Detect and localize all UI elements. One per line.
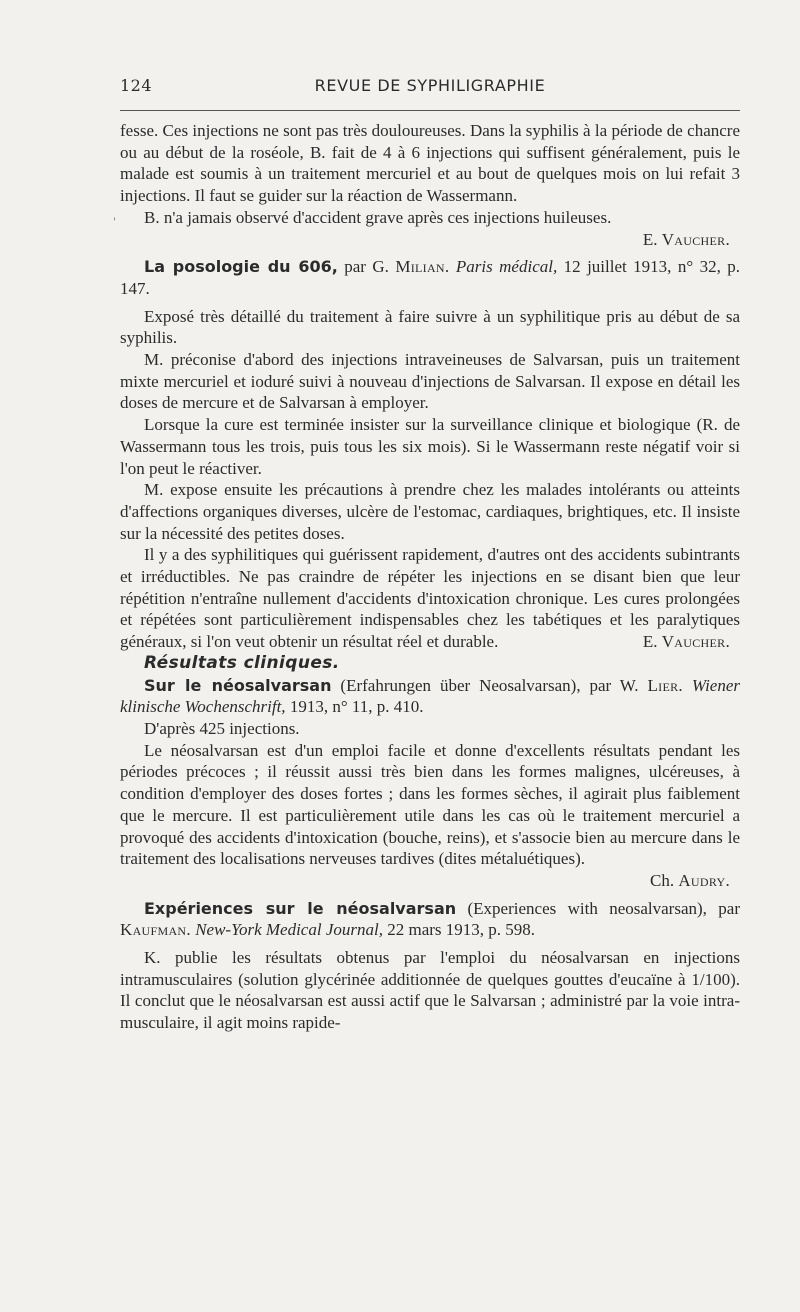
signature-initial: E. xyxy=(642,632,662,652)
article-title: Sur le néosalvarsan xyxy=(144,675,332,695)
paragraph: K. publie les résultats obtenus par l'emploi du néosalvarsan en injections intramusculaires (solution glycérinée additionnée de quelques gouttes d'eucaïne à 1/100). Il conclut que le néosalvarsan est aussi actif que le Salvarsan ; administré par la voie intra-musculaire, il agit moins rapide- xyxy=(120,948,740,1033)
article-reference xyxy=(120,675,740,718)
signature-initial: Ch. xyxy=(649,870,679,890)
paragraph: Lorsque la cure est terminée insister sur la surveillance clinique et biologique (R. de Wassermann tous les trois, puis tous les six mois). Si le Wassermann reste négatif voir si l'on peut le réactiver. xyxy=(120,415,740,478)
signature-name: Vaucher. xyxy=(661,632,730,652)
article-ref: 12 juillet 1913, n° 32, p. 147. xyxy=(120,257,741,298)
signature xyxy=(619,631,740,653)
article-author: Lier. xyxy=(647,675,683,695)
paragraph: B. n'a jamais observé d'accident grave après ces injections huileuses. xyxy=(144,207,612,227)
article-title: Expériences sur le néosalvarsan xyxy=(144,898,457,918)
article-author: Kaufman. xyxy=(120,920,191,940)
paragraph: Le néosalvarsan est d'un emploi facile et donne d'excellents résultats pendant les périodes précoces ; il réussit aussi très bien dans les formes malignes, ulcéreuses, à condition d'employer des doses fortes ; dans les formes sèches, il agirait plus faiblement que le mercure. Il est particulièrement utile dans les cas où le traitement mercuriel a provoqué des accidents d'intoxication (bouche, reins), et s'associe bien au mercure dans le traitement des localisations nerveuses tardives (dites métaluétiques). xyxy=(120,740,740,869)
paragraph: M. expose ensuite les précautions à prendre chez les malades intolérants ou atteints d'affections organiques diverses, ulcère de l'estomac, cardiaques, brightiques, etc. Il insiste sur la nécessité des petites doses. xyxy=(120,480,740,543)
article-reference xyxy=(120,898,740,941)
running-header xyxy=(120,76,740,100)
header-rule xyxy=(120,110,740,111)
article-subtitle: (Erfahrungen über Neosalvarsan), par W. xyxy=(331,675,648,695)
signature-name: Vaucher. xyxy=(661,229,730,249)
article-journal: Wiener klinische Wochenschrift, xyxy=(120,675,741,717)
article-subtitle: (Experiences with neosalvarsan), par xyxy=(456,898,740,918)
article-journal: New-York Medical Journal, xyxy=(190,920,383,940)
article-by: par G. xyxy=(337,257,396,277)
paragraph xyxy=(120,544,740,653)
running-title: REVUE DE SYPHILIGRAPHIE xyxy=(314,76,546,95)
article-journal: Paris médical, xyxy=(449,257,558,277)
article-reference xyxy=(120,256,740,299)
article-body xyxy=(120,120,740,1034)
signature xyxy=(120,229,740,251)
paragraph: fesse. Ces injections ne sont pas très douloureuses. Dans la syphilis à la période de chancre ou au début de la roséole, B. fait de 4 à 6 injections qui suffisent généralement, puis le malade est soumis à un traitement mercuriel et au bout de quelques mois on lui refait 3 injections. Il faut se guider sur la réaction de Wassermann. xyxy=(120,121,740,206)
section-heading: Résultats cliniques. xyxy=(144,652,340,673)
paragraph-text: Il y a des syphilitiques qui guérissent rapidement, d'autres ont des accidents subintrants et irréductibles. Ne pas craindre de répéter les injections en se disant bien que leur répétition n'entraîne nullement d'accidents d'intoxication chronique. Les cures prolongées et répétées sont particulièrement indispensables chez les tabétiques et les paralytiques généraux, si l'on veut obtenir un résultat réel et durable. xyxy=(120,545,740,652)
signature-initial: E. xyxy=(642,229,662,249)
page-number: 124 xyxy=(120,76,153,95)
article-ref: 22 mars 1913, p. 598. xyxy=(382,920,536,940)
paragraph: Exposé très détaillé du traitement à faire suivre à un syphilitique pris au début de sa syphilis. xyxy=(120,306,740,348)
signature xyxy=(120,870,740,892)
article-title: La posologie du 606, xyxy=(144,257,338,277)
article-author: Milian. xyxy=(395,257,450,277)
article-ref: 1913, n° 11, p. 410. xyxy=(285,697,424,717)
paragraph: D'après 425 injections. xyxy=(144,718,300,738)
margin-mark: ' xyxy=(113,217,116,228)
paragraph: M. préconise d'abord des injections intraveineuses de Salvarsan, puis un traitement mixte mercuriel et ioduré suivi à nouveau d'injections de Salvarsan. Il expose en détail les doses de mercure et de Salvarsan à employer. xyxy=(120,350,740,413)
signature-name: Audry. xyxy=(678,870,730,890)
